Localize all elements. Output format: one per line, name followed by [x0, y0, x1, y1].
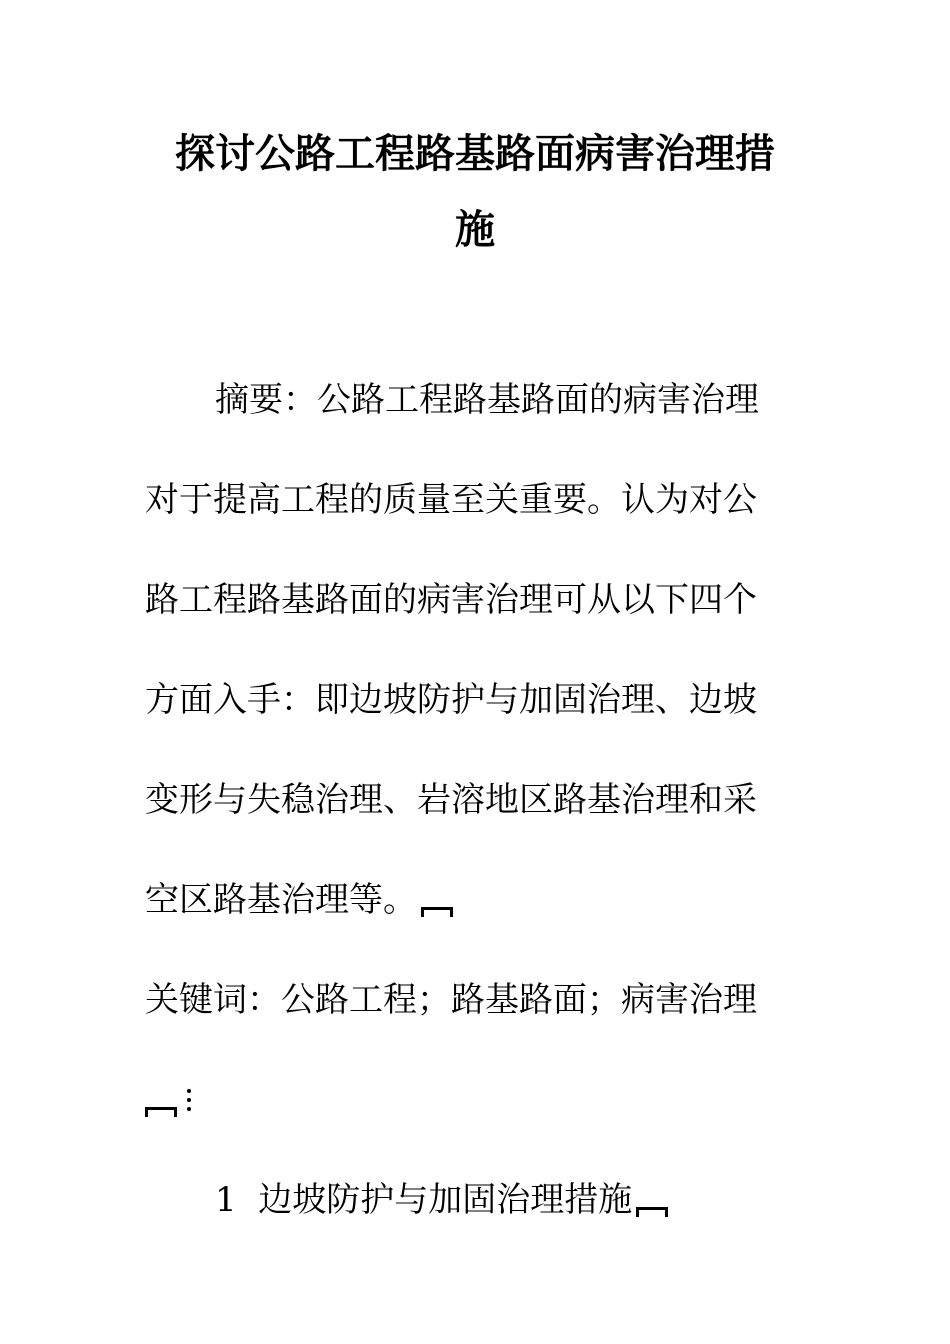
abstract-line-6	[145, 880, 453, 920]
keywords-continuation	[145, 1080, 193, 1120]
abstract-line-4: 方面入手：即边坡防护与加固治理、边坡	[145, 680, 757, 720]
paragraph-mark-icon	[145, 1107, 177, 1117]
section-1-title: 边坡防护与加固治理措施	[258, 1180, 633, 1220]
keywords-line: 关键词：公路工程；路基路面；病害治理	[145, 980, 757, 1020]
vertical-ellipsis-icon	[187, 1087, 193, 1113]
abstract-line-5: 变形与失稳治理、岩溶地区路基治理和采	[145, 780, 757, 820]
document-title-line-2: 施	[455, 207, 495, 253]
abstract-line-1: 摘要：公路工程路基路面的病害治理	[215, 380, 759, 420]
document-title-line-1: 探讨公路工程路基路面病害治理措	[175, 131, 775, 177]
section-1-number: 1	[215, 1180, 237, 1220]
section-1-heading	[215, 1180, 668, 1220]
paragraph-mark-icon	[636, 1207, 668, 1217]
paragraph-mark-icon	[421, 907, 453, 917]
abstract-line-3: 路工程路基路面的病害治理可从以下四个	[145, 580, 757, 620]
abstract-line-2: 对于提高工程的质量至关重要。认为对公	[145, 480, 757, 520]
abstract-line-6-text: 空区路基治理等。	[145, 880, 417, 920]
